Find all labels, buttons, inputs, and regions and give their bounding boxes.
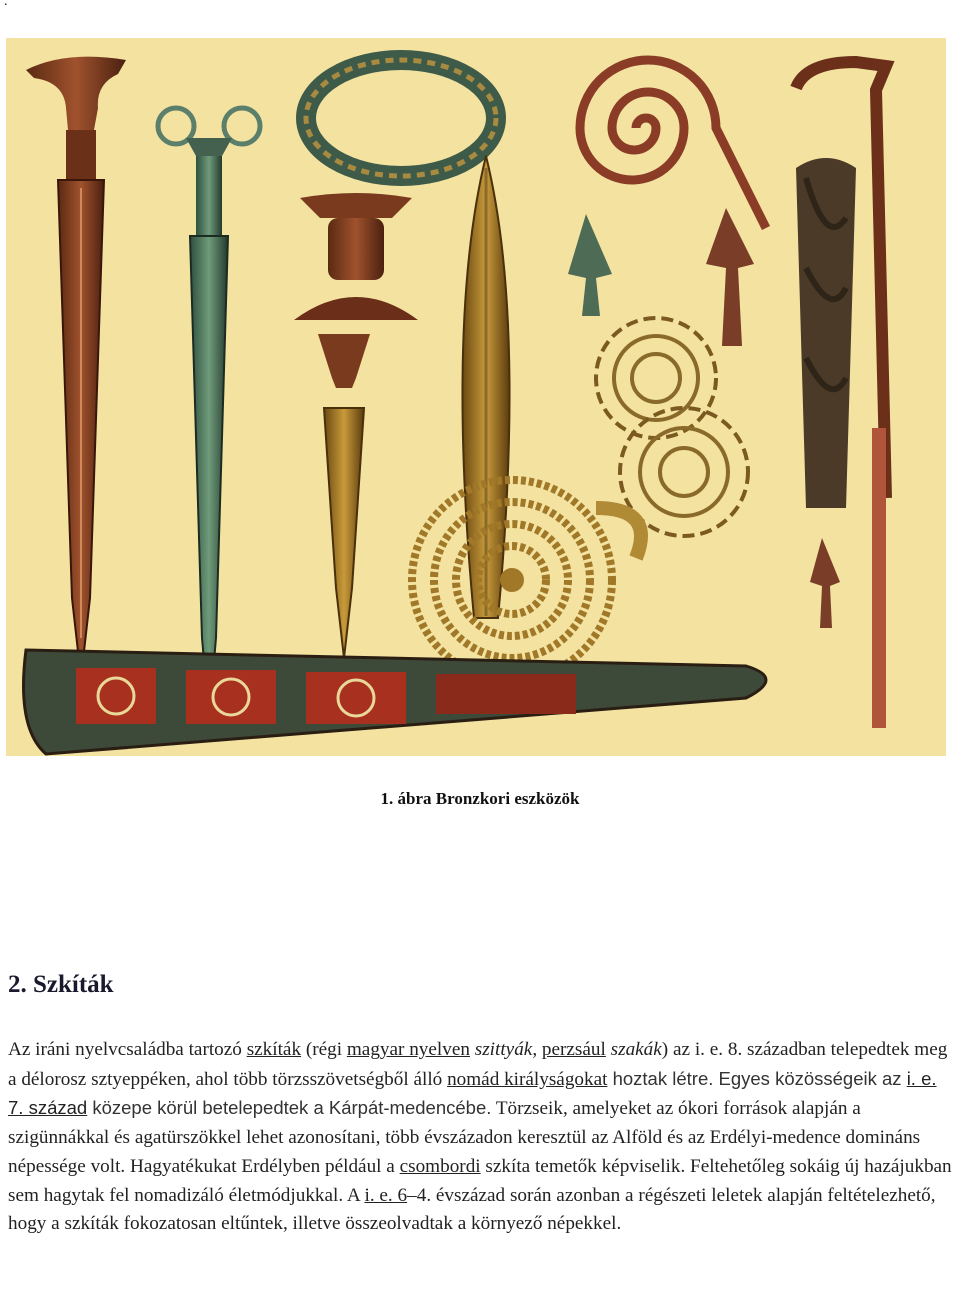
link-nomad-kiralysagokat[interactable]: nomád királyságokat xyxy=(447,1068,608,1090)
text-span: Az iráni nyelvcsaládba tartozó xyxy=(8,1039,247,1060)
text-span: szkíta temetők képviselik. Feltehetőleg sokáig új hazájukban sem hagytak fel nomadizáló életmódjukkal. A xyxy=(8,1155,952,1206)
bronze-tools-drawing xyxy=(6,38,946,756)
top-mark: . xyxy=(4,0,8,9)
text-span: (régi xyxy=(301,1039,347,1060)
link-perzsaul[interactable]: perzsául xyxy=(541,1039,606,1060)
text-span: , xyxy=(532,1039,542,1060)
text-span: Törzseik, amelyeket az ókori források alapján a szigünnákkal és agatürszökkel lehet azonosítani, több évszázadon keresztül az Alföld és az Erdélyi-medence domináns népessége volt. Hagyatékukat Erdélyben például a xyxy=(8,1098,921,1177)
link-ie-7-szazad[interactable]: i. e. 7. század xyxy=(8,1067,937,1119)
link-szkitak[interactable]: szkíták xyxy=(246,1039,302,1060)
link-magyar-nyelven[interactable]: magyar nyelven xyxy=(346,1039,470,1060)
body-paragraph xyxy=(8,1036,956,1239)
link-ie-6[interactable]: i. e. 6 xyxy=(364,1184,408,1206)
section-heading: 2. Szkíták xyxy=(8,971,114,998)
italic-term: szittyák xyxy=(474,1039,533,1060)
figure-caption: 1. ábra Bronzkori eszközök xyxy=(380,789,580,808)
text-span: –4. évszázad során azonban a régészeti leletek alapján feltételezhető, hogy a szkíták fokozatosan eltűntek, illetve összeolvadtak a környező népekkel. xyxy=(8,1184,936,1235)
link-csombordi[interactable]: csombordi xyxy=(399,1155,481,1177)
text-span: ) az i. e. 8. században telepedtek meg a délorosz sztyeppéken, ahol több törzsszövetségből álló xyxy=(8,1039,948,1090)
bronze-tools-illustration xyxy=(6,38,946,756)
text-span: hoztak létre. Egyes közösségeik az xyxy=(607,1067,907,1089)
italic-term: szakák xyxy=(610,1039,662,1060)
text-span: közepe körül betelepedtek a Kárpát-medencébe. xyxy=(87,1097,492,1119)
